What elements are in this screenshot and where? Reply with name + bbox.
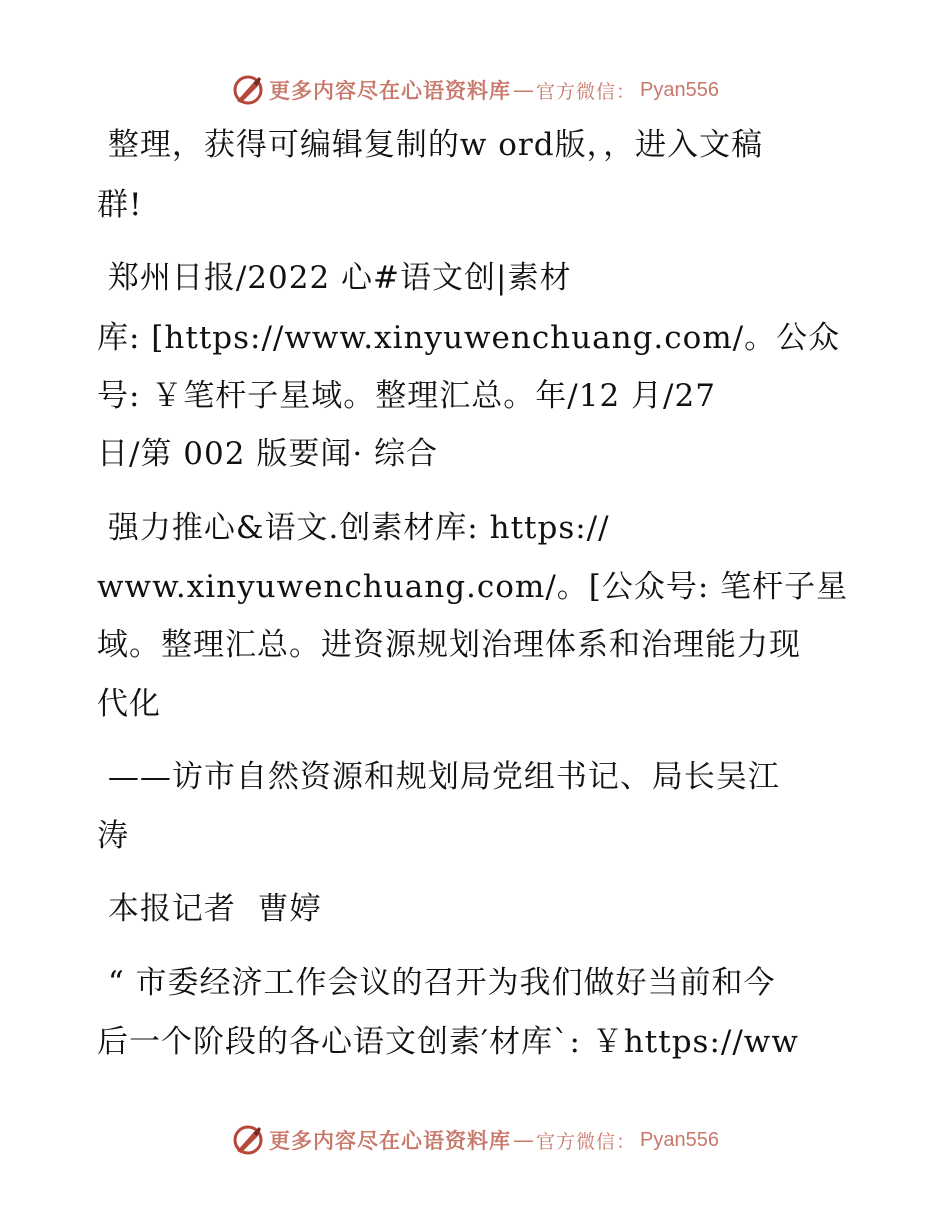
text-line: “ 市委经济工作会议的召开为我们做好当前和今: [97, 965, 776, 1001]
banner-dash: —: [513, 1128, 534, 1152]
text-line: www.xinyuwenchuang.com/。[公众号: 笔杆子星: [97, 569, 849, 605]
text-line: 整理，获得可编辑复制的w ord版，，进入文稿: [97, 127, 764, 163]
text-line: 日/第 002 版要闻· 综合: [97, 436, 439, 472]
text-line: 域。整理汇总。进资源规划治理体系和治理能力现: [97, 627, 801, 663]
text-line: 后一个阶段的各心语文创素′材库`: ￥https://ww: [97, 1024, 799, 1060]
banner-dash: —: [513, 78, 534, 102]
text-line: 代化: [97, 686, 161, 722]
text-line: 群!: [97, 187, 143, 223]
footer-banner: [0, 1120, 950, 1160]
text-line: 郑州日报/2022 心#语文创|素材: [97, 260, 572, 296]
banner-main-text: 更多内容尽在心语资料库: [269, 78, 511, 103]
text-line: 涛: [97, 818, 129, 854]
banner-wechat-id: Pyan556: [640, 78, 719, 101]
text-line: ——访市自然资源和规划局党组书记、局长吴江: [97, 759, 780, 795]
banner-wechat-id: Pyan556: [640, 1128, 719, 1151]
text-line: 强力推心&语文.创素材库: https://: [97, 510, 610, 546]
banner-sub-text: 官方微信：: [536, 80, 637, 103]
banner-main-text: 更多内容尽在心语资料库: [269, 1128, 511, 1153]
pen-logo-icon: [231, 1123, 265, 1157]
text-line: 库: [https://www.xinyuwenchuang.com/。公众: [97, 320, 841, 356]
text-line: 号: ￥笔杆子星域。整理汇总。年/12 月/27: [97, 378, 716, 414]
text-line: 本报记者 曹婷: [97, 891, 322, 927]
banner-sub-text: 官方微信：: [536, 1130, 637, 1153]
